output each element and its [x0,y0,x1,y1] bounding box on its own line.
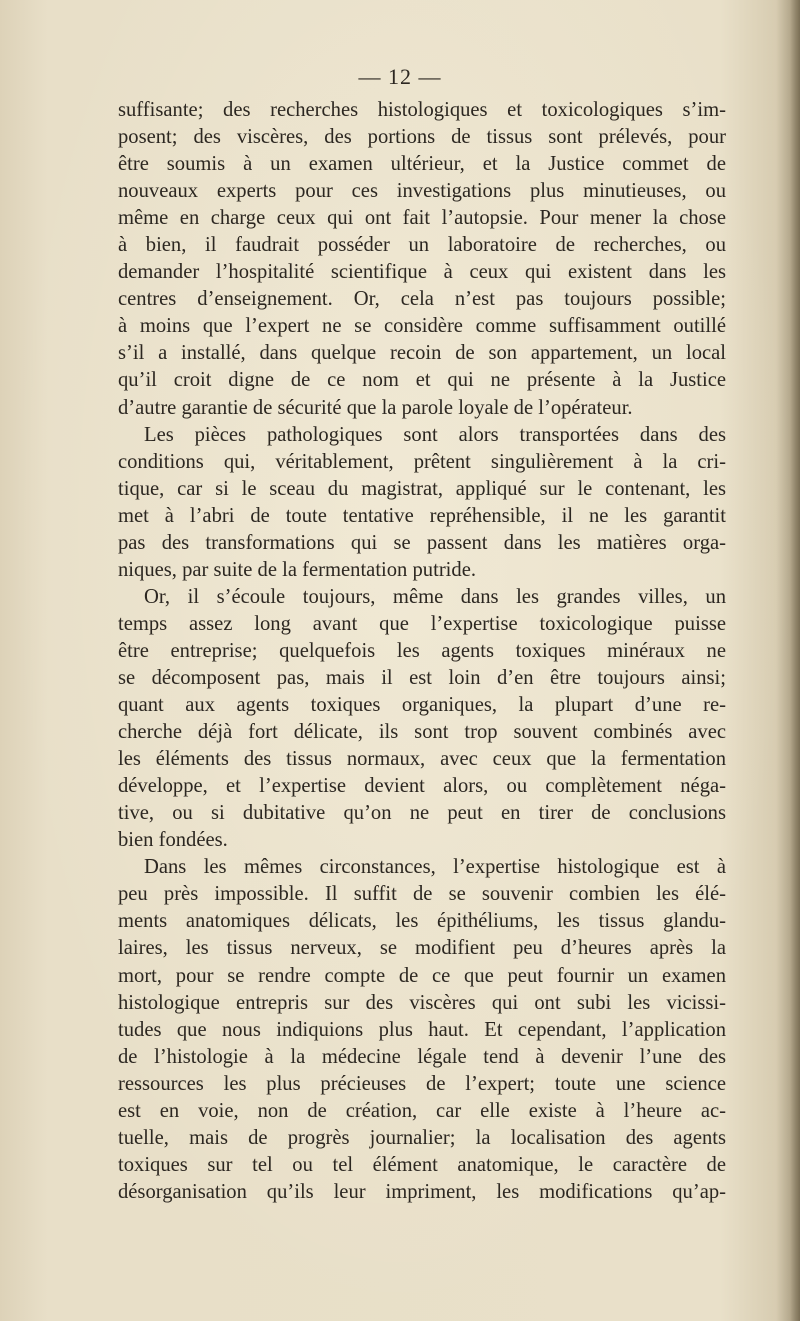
page-number: — 12 — [358,64,442,89]
text-line: tique, car si le sceau du magistrat, appliqué sur le contenant, les [118,477,726,500]
text-line: s’il a installé, dans quelque recoin de son appartement, un local [118,342,726,365]
text-line: se décomposent pas, mais il est loin d’en être toujours ainsi; [118,666,726,689]
text-line: niques, par suite de la fermentation putride. [118,558,476,581]
text-line: à moins que l’expert ne se considère comme suffisamment outillé [118,315,726,338]
text-line: être soumis à un examen ultérieur, et la Justice commet de [118,153,726,176]
text-line: met à l’abri de toute tentative repréhensible, il ne les garantit [118,504,726,527]
text-line: de l’histologie à la médecine légale tend à devenir l’une des [118,1045,726,1068]
text-line: bien fondées. [118,829,228,852]
text-line: ments anatomiques délicats, les épithéliums, les tissus glandu- [118,910,726,933]
text-line: tive, ou si dubitative qu’on ne peut en tirer de conclusions [118,802,726,825]
text-line: temps assez long avant que l’expertise toxicologique puisse [118,612,726,635]
text-line: centres d’enseignement. Or, cela n’est pas toujours possible; [118,288,726,311]
text-line: ressources les plus précieuses de l’expert; toute une science [118,1072,726,1095]
text-line: conditions qui, véritablement, prêtent singulièrement à la cri- [118,450,726,473]
text-line: qu’il croit digne de ce nom et qui ne présente à la Justice [118,369,726,392]
text-line: Dans les mêmes circonstances, l’expertise histologique est à [144,856,726,879]
text-line: demander l’hospitalité scientifique à ceux qui existent dans les [118,261,726,284]
text-line: Les pièces pathologiques sont alors transportées dans des [144,423,726,446]
text-line: développe, et l’expertise devient alors, ou complètement néga- [118,775,726,798]
text-line: posent; des viscères, des portions de tissus sont prélevés, pour [118,126,726,149]
text-line: même en charge ceux qui ont fait l’autopsie. Pour mener la chose [118,207,726,230]
text-line: Or, il s’écoule toujours, même dans les grandes villes, un [144,585,726,608]
text-line: toxiques sur tel ou tel élément anatomique, le caractère de [118,1153,726,1176]
text-line: d’autre garantie de sécurité que la parole loyale de l’opérateur. [118,396,633,419]
text-line: désorganisation qu’ils leur impriment, les modifications qu’ap- [118,1180,726,1203]
text-line: suffisante; des recherches histologiques et toxicologiques s’im- [118,99,726,121]
text-line: les éléments des tissus normaux, avec ceux que la fermentation [118,748,726,771]
text-line: pas des transformations qui se passent dans les matières orga- [118,531,726,554]
text-line: tudes que nous indiquions plus haut. Et cependant, l’application [118,1018,726,1041]
page-edge-shadow [790,0,800,1321]
text-line: cherche déjà fort délicate, ils sont trop souvent combinés avec [118,721,726,744]
body-text [118,97,726,1206]
text-line: est en voie, non de création, car elle existe à l’heure ac- [118,1099,726,1122]
text-line: laires, les tissus nerveux, se modifient peu d’heures après la [118,937,726,960]
text-line: peu près impossible. Il suffit de se souvenir combien les élé- [118,883,726,906]
text-line: quant aux agents toxiques organiques, la plupart d’une re- [118,694,726,717]
text-line: à bien, il faudrait posséder un laboratoire de recherches, ou [118,234,726,257]
text-line: être entreprise; quelquefois les agents toxiques minéraux ne [118,639,726,662]
text-line: nouveaux experts pour ces investigations plus minutieuses, ou [118,180,726,203]
text-line: tuelle, mais de progrès journalier; la localisation des agents [118,1126,726,1149]
text-line: mort, pour se rendre compte de ce que peut fournir un examen [118,964,726,987]
text-line: histologique entrepris sur des viscères qui ont subi les vicissi- [118,991,726,1014]
